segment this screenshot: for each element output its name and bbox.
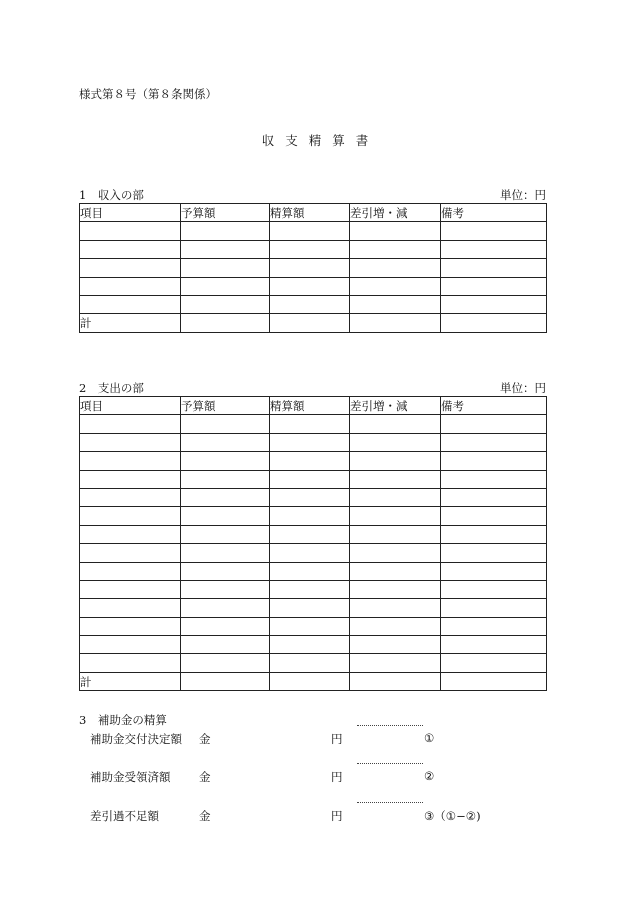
income-cell[interactable]	[270, 222, 350, 240]
income-row	[80, 222, 547, 240]
col-header-settlement: 精算額	[270, 204, 350, 222]
expense-cell[interactable]	[80, 580, 181, 598]
expense-cell[interactable]	[270, 415, 350, 433]
expense-cell[interactable]	[441, 470, 547, 488]
col-header-budget: 予算額	[181, 204, 270, 222]
subsidy-row-label: 補助金交付決定額	[90, 732, 182, 746]
expense-cell[interactable]	[441, 636, 547, 654]
expense-cell[interactable]	[441, 525, 547, 543]
expense-header-row	[80, 397, 547, 415]
col-header-budget: 予算額	[181, 397, 270, 415]
expense-total-cell[interactable]	[350, 672, 441, 690]
col-header-item: 項目	[80, 204, 181, 222]
expense-cell[interactable]	[80, 636, 181, 654]
expense-cell[interactable]	[350, 433, 441, 451]
yen-label: 円	[331, 732, 343, 746]
expense-cell[interactable]	[80, 470, 181, 488]
income-total-cell[interactable]	[181, 314, 270, 332]
expense-cell[interactable]	[181, 452, 270, 470]
expense-cell[interactable]	[80, 562, 181, 580]
expense-cell[interactable]	[441, 544, 547, 562]
expense-row	[80, 525, 547, 543]
expense-row	[80, 654, 547, 672]
expense-cell[interactable]	[80, 488, 181, 506]
expense-cell[interactable]	[270, 433, 350, 451]
kin-label: 金	[199, 732, 211, 746]
expense-cell[interactable]	[181, 525, 270, 543]
expense-cell[interactable]	[441, 617, 547, 635]
expense-cell[interactable]	[350, 488, 441, 506]
income-section-title: 1 収入の部	[79, 188, 144, 202]
expense-cell[interactable]	[270, 599, 350, 617]
expense-cell[interactable]	[441, 507, 547, 525]
expense-cell[interactable]	[441, 654, 547, 672]
expense-cell[interactable]	[181, 599, 270, 617]
income-total-label: 計	[80, 314, 181, 332]
col-header-difference: 差引増・減	[350, 204, 441, 222]
income-row	[80, 240, 547, 258]
expense-cell[interactable]	[270, 452, 350, 470]
expense-cell[interactable]	[181, 562, 270, 580]
expense-cell[interactable]	[270, 507, 350, 525]
income-cell[interactable]	[350, 277, 441, 295]
income-cell[interactable]	[350, 259, 441, 277]
kin-label: 金	[199, 809, 211, 823]
income-cell[interactable]	[80, 277, 181, 295]
income-cell[interactable]	[181, 295, 270, 313]
subsidy-row-difference	[90, 808, 530, 824]
expense-cell[interactable]	[350, 470, 441, 488]
income-cell[interactable]	[270, 240, 350, 258]
expense-cell[interactable]	[350, 562, 441, 580]
income-cell[interactable]	[350, 240, 441, 258]
expense-row	[80, 599, 547, 617]
income-cell[interactable]	[270, 277, 350, 295]
expense-cell[interactable]	[80, 654, 181, 672]
expense-cell[interactable]	[181, 617, 270, 635]
income-cell[interactable]	[441, 277, 547, 295]
col-header-remarks: 備考	[441, 397, 547, 415]
expense-cell[interactable]	[270, 525, 350, 543]
yen-label: 円	[331, 809, 343, 823]
expense-cell[interactable]	[80, 599, 181, 617]
col-header-item: 項目	[80, 397, 181, 415]
expense-total-cell[interactable]	[181, 672, 270, 690]
expense-cell[interactable]	[181, 636, 270, 654]
expense-cell[interactable]	[270, 654, 350, 672]
income-total-cell[interactable]	[350, 314, 441, 332]
expense-cell[interactable]	[181, 470, 270, 488]
expense-cell[interactable]	[441, 452, 547, 470]
expense-section-title: 2 支出の部	[79, 381, 144, 395]
col-header-settlement: 精算額	[270, 397, 350, 415]
income-row	[80, 295, 547, 313]
expense-row	[80, 415, 547, 433]
income-cell[interactable]	[80, 295, 181, 313]
expense-row	[80, 562, 547, 580]
expense-cell[interactable]	[80, 617, 181, 635]
expense-cell[interactable]	[181, 488, 270, 506]
income-total-cell[interactable]	[441, 314, 547, 332]
income-cell[interactable]	[350, 295, 441, 313]
expense-total-cell[interactable]	[441, 672, 547, 690]
expense-cell[interactable]	[181, 654, 270, 672]
expense-cell[interactable]	[350, 544, 441, 562]
expense-cell[interactable]	[350, 507, 441, 525]
expense-row	[80, 488, 547, 506]
income-total-row	[80, 314, 547, 332]
subsidy-section-title: 3 補助金の精算	[79, 713, 167, 727]
income-cell[interactable]	[181, 259, 270, 277]
subsidy-row-label: 差引過不足額	[90, 809, 159, 823]
expense-cell[interactable]	[80, 452, 181, 470]
income-cell[interactable]	[441, 259, 547, 277]
form-number: 様式第８号（第８条関係）	[79, 87, 217, 101]
kin-label: 金	[199, 770, 211, 784]
circled-number: ③（①−②)	[424, 809, 481, 823]
expense-total-cell[interactable]	[270, 672, 350, 690]
income-table-body	[80, 222, 547, 332]
income-cell[interactable]	[441, 295, 547, 313]
expense-cell[interactable]	[181, 544, 270, 562]
income-cell[interactable]	[80, 240, 181, 258]
income-cell[interactable]	[441, 240, 547, 258]
circled-number: ②	[424, 769, 435, 783]
expense-row	[80, 507, 547, 525]
expense-cell[interactable]	[270, 562, 350, 580]
income-row	[80, 277, 547, 295]
expense-cell[interactable]	[80, 525, 181, 543]
expense-row	[80, 470, 547, 488]
expense-row	[80, 544, 547, 562]
expense-cell[interactable]	[350, 599, 441, 617]
expense-cell[interactable]	[350, 415, 441, 433]
expense-cell[interactable]	[441, 562, 547, 580]
expense-row	[80, 580, 547, 598]
expense-cell[interactable]	[270, 488, 350, 506]
expense-cell[interactable]	[441, 433, 547, 451]
subsidy-row-decided	[90, 731, 530, 747]
income-cell[interactable]	[270, 259, 350, 277]
income-cell[interactable]	[181, 277, 270, 295]
income-section-header	[79, 187, 546, 203]
expense-cell[interactable]	[270, 617, 350, 635]
expense-cell[interactable]	[181, 433, 270, 451]
expense-cell[interactable]	[350, 654, 441, 672]
expense-cell[interactable]	[80, 415, 181, 433]
circled-number: ①	[424, 731, 435, 745]
expense-table	[79, 396, 547, 691]
expense-cell[interactable]	[350, 452, 441, 470]
document-title: 収支精算書	[261, 133, 380, 148]
subsidy-row-received	[90, 769, 530, 785]
income-cell[interactable]	[181, 222, 270, 240]
col-header-difference: 差引増・減	[350, 397, 441, 415]
amount-dotted-line	[357, 725, 423, 726]
expense-cell[interactable]	[441, 488, 547, 506]
expense-cell[interactable]	[270, 580, 350, 598]
expense-unit-label: 単位：円	[500, 381, 546, 395]
expense-total-row	[80, 672, 547, 690]
expense-row	[80, 636, 547, 654]
income-cell[interactable]	[350, 222, 441, 240]
expense-cell[interactable]	[181, 415, 270, 433]
income-cell[interactable]	[441, 222, 547, 240]
expense-cell[interactable]	[80, 507, 181, 525]
income-cell[interactable]	[80, 259, 181, 277]
yen-label: 円	[331, 770, 343, 784]
income-cell[interactable]	[181, 240, 270, 258]
expense-cell[interactable]	[270, 470, 350, 488]
income-header-row	[80, 204, 547, 222]
amount-dotted-line	[357, 802, 423, 803]
income-unit-label: 単位：円	[500, 188, 546, 202]
expense-cell[interactable]	[350, 617, 441, 635]
expense-row	[80, 452, 547, 470]
expense-cell[interactable]	[441, 580, 547, 598]
expense-section-header	[79, 380, 546, 396]
expense-cell[interactable]	[350, 580, 441, 598]
expense-cell[interactable]	[80, 433, 181, 451]
expense-cell[interactable]	[270, 544, 350, 562]
amount-dotted-line	[357, 763, 423, 764]
subsidy-row-label: 補助金受領済額	[90, 770, 171, 784]
expense-cell[interactable]	[350, 525, 441, 543]
expense-cell[interactable]	[350, 636, 441, 654]
income-cell[interactable]	[270, 295, 350, 313]
expense-cell[interactable]	[181, 507, 270, 525]
expense-total-label: 計	[80, 672, 181, 690]
expense-cell[interactable]	[181, 580, 270, 598]
expense-table-body	[80, 415, 547, 691]
income-cell[interactable]	[80, 222, 181, 240]
expense-cell[interactable]	[270, 636, 350, 654]
expense-cell[interactable]	[441, 599, 547, 617]
col-header-remarks: 備考	[441, 204, 547, 222]
income-total-cell[interactable]	[270, 314, 350, 332]
income-row	[80, 259, 547, 277]
income-table	[79, 203, 547, 333]
expense-cell[interactable]	[441, 415, 547, 433]
expense-row	[80, 433, 547, 451]
expense-cell[interactable]	[80, 544, 181, 562]
expense-row	[80, 617, 547, 635]
